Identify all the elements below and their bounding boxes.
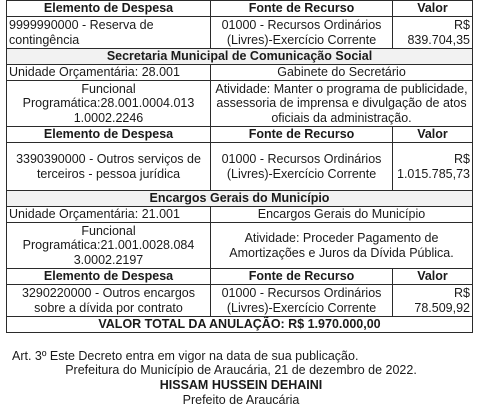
cell-elemento: 9999990000 - Reserva de contingência bbox=[7, 17, 211, 49]
cell-fonte: 01000 - Recursos Ordinários (Livres)-Exercício Corrente bbox=[211, 285, 393, 317]
header-fonte: Fonte de Recurso bbox=[211, 269, 393, 285]
header-valor: Valor bbox=[393, 269, 473, 285]
unidade-value: Encargos Gerais do Município bbox=[211, 207, 473, 223]
header-elemento: Elemento de Despesa bbox=[7, 269, 211, 285]
header-fonte: Fonte de Recurso bbox=[211, 127, 393, 143]
section-title: Encargos Gerais do Município bbox=[7, 191, 473, 207]
article-text: Art. 3º Este Decreto entra em vigor na data de sua publicação. bbox=[12, 349, 359, 363]
header-fonte: Fonte de Recurso bbox=[211, 1, 393, 17]
unidade-label: Unidade Orçamentária: 21.001 bbox=[7, 207, 211, 223]
total-row bbox=[7, 317, 473, 333]
section-title-row bbox=[7, 191, 473, 207]
table-row bbox=[7, 17, 473, 49]
cell-fonte: 01000 - Recursos Ordinários (Livres)-Exercício Corrente bbox=[211, 17, 393, 49]
table-header-row bbox=[7, 127, 473, 143]
budget-annulment-table bbox=[6, 0, 473, 333]
unidade-value: Gabinete do Secretário bbox=[211, 65, 473, 81]
cell-valor: R$ 1.015.785,73 bbox=[393, 143, 473, 191]
atividade-text: Atividade: Manter o programa de publicidade, assessoria de imprensa e divulgação de atos oficiais da administração. bbox=[211, 81, 473, 127]
cell-elemento: 3290220000 - Outros encargos sobre a dívida por contrato bbox=[7, 285, 211, 317]
table-header-row bbox=[7, 269, 473, 285]
table-header-row bbox=[7, 1, 473, 17]
funcional-row bbox=[7, 223, 473, 269]
cell-elemento: 3390390000 - Outros serviços de terceiros - pessoa jurídica bbox=[7, 143, 211, 191]
unidade-row bbox=[7, 65, 473, 81]
table-row bbox=[7, 285, 473, 317]
signatory-name: HISSAM HUSSEIN DEHAINI bbox=[159, 378, 323, 392]
header-valor: Valor bbox=[393, 127, 473, 143]
section-title-row bbox=[7, 49, 473, 65]
table-row bbox=[7, 143, 473, 191]
atividade-text: Atividade: Proceder Pagamento de Amortizações e Juros da Dívida Pública. bbox=[211, 223, 473, 269]
cell-valor: R$ 839.704,35 bbox=[393, 17, 473, 49]
section-title: Secretaria Municipal de Comunicação Social bbox=[7, 49, 473, 65]
header-valor: Valor bbox=[393, 1, 473, 17]
total-value: VALOR TOTAL DA ANULAÇÃO: R$ 1.970.000,00 bbox=[7, 317, 473, 333]
place-date: Prefeitura do Município de Araucária, 21 de dezembro de 2022. bbox=[65, 363, 417, 377]
header-elemento: Elemento de Despesa bbox=[7, 1, 211, 17]
header-elemento: Elemento de Despesa bbox=[7, 127, 211, 143]
unidade-row bbox=[7, 207, 473, 223]
funcional-label: Funcional Programática:21.001.0028.084 3.0002.2197 bbox=[7, 223, 211, 269]
cell-fonte: 01000 - Recursos Ordinários (Livres)-Exercício Corrente bbox=[211, 143, 393, 191]
unidade-label: Unidade Orçamentária: 28.001 bbox=[7, 65, 211, 81]
funcional-row bbox=[7, 81, 473, 127]
cell-valor: R$ 78.509,92 bbox=[393, 285, 473, 317]
funcional-label: Funcional Programática:28.001.0004.013 1.0002.2246 bbox=[7, 81, 211, 127]
signatory-role: Prefeito de Araucária bbox=[182, 393, 300, 407]
